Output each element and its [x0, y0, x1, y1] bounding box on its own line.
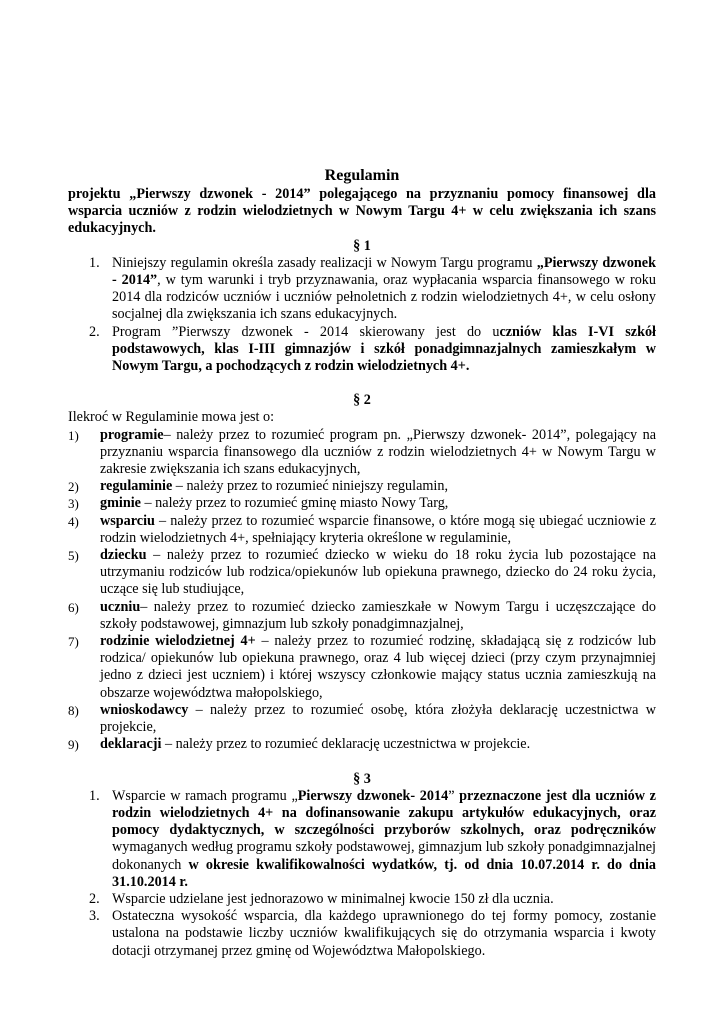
definition-text: – należy przez to rozumieć dziecko zamieszkałe w Nowym Targu i uczęszczające do szkoły podstawowej, gimnazjum lub szkoły ponadgimnazjalnej,	[100, 598, 656, 632]
definition-term: gminie	[100, 495, 141, 512]
definition-term: rodzinie wielodzietnej 4+	[100, 633, 256, 650]
item-number: 6)	[68, 599, 79, 615]
item-number: 2)	[68, 479, 79, 495]
definition-item	[68, 478, 656, 495]
definition-term: uczniu	[100, 598, 141, 615]
definition-text: – należy przez to rozumieć wsparcie finansowe, o które mogą się ubiegać uczniowie z rodzin wielodzietnych 4+, spełniający kryteria określone w regulaminie,	[100, 512, 656, 546]
definition-term: programie	[100, 426, 164, 443]
item-number: 4)	[68, 513, 79, 529]
section-2-intro: Ilekroć w Regulaminie mowa jest o:	[68, 409, 275, 426]
item-number: 5)	[68, 548, 79, 564]
definition-text: – należy przez to rozumieć rodzinę, składającą się z rodziców lub rodzica/ opiekunów lub opiekuna prawnego, oraz 4 lub więcej dzieci (przy czym przynajmniej jedno z dzieci jest uczniem) i której wszyscy członkowie mający status ucznia zamieszkują na obszarze województwa małopolskiego,	[100, 633, 656, 701]
item-text: Niniejszy regulamin określa zasady realizacji w Nowym Targu programu	[112, 254, 537, 271]
item-bold-text: czniów klas I-VI szkół podstawowych, klas I-III gimnazjów i szkół ponadgimnazjalnych zamieszkałym w Nowym Targu, a pochodzących z rodzin wielodzietnych 4+.	[112, 323, 656, 375]
definition-text: – należy przez to rozumieć niniejszy regulamin,	[172, 478, 449, 495]
definition-item	[68, 736, 656, 753]
list-item	[68, 891, 656, 908]
definition-item	[68, 599, 656, 633]
item-number: 1)	[68, 427, 79, 443]
item-text: Program ”Pierwszy dzwonek - 2014 skierowany jest do u	[112, 323, 500, 340]
item-text: Ostateczna wysokość wsparcia, dla każdego uprawnionego do tej formy pomocy, zostanie ustalona na podstawie liczby uczniów kwalifikujących się do otrzymania wsparcia i kwoty dotacji otrzymanej przez gminę od Województwa Małopolskiego.	[112, 908, 656, 959]
item-number: 2.	[89, 890, 100, 907]
item-text: wymaganych według programu szkoły podstawowej, gimnazjum lub szkoły ponadgimnazjalnej dokonanych	[112, 839, 656, 873]
item-number: 7)	[68, 634, 79, 650]
definitions-list	[68, 427, 656, 754]
definition-item	[68, 702, 656, 736]
definition-term: dziecku	[100, 547, 147, 564]
item-number: 3)	[68, 496, 79, 512]
item-bold-text: Pierwszy dzwonek- 2014	[297, 787, 449, 804]
definition-term: wnioskodawcy	[100, 701, 189, 718]
document-body	[68, 166, 656, 960]
section-2-heading: § 2	[353, 392, 371, 409]
item-text: Wsparcie w ramach programu „	[112, 787, 298, 804]
definition-text: – należy przez to rozumieć dziecko w wieku do 18 roku życia lub pozostające na utrzymaniu rodziców lub rodzica/opiekunów lub opiekuna prawnego, dziecko do 24 roku życia, uczące się lub studiujące,	[100, 547, 656, 598]
definition-text: – należy przez to rozumieć osobę, która złożyła deklarację uczestnictwa w projekcie,	[100, 701, 656, 736]
definition-term: wsparciu	[100, 512, 155, 529]
section-1-heading: § 1	[353, 237, 371, 254]
item-bold-text: przeznaczone jest dla uczniów z rodzin wielodzietnych 4+ na dofinansowanie zakupu artykułów edukacyjnych, oraz pomocy dydaktycznych, w szczególności przyborów szkolnych, oraz podręczników	[112, 787, 656, 839]
document-subtitle: projektu „Pierwszy dzwonek - 2014” polegającego na przyznaniu pomocy finansowej dla wsparcia uczniów z rodzin wielodzietnych w Nowym Targu 4+ w celu zwiększania ich szans edukacyjnych.	[68, 186, 656, 237]
item-number: 1.	[89, 787, 100, 804]
document-title: Regulamin	[324, 167, 400, 184]
list-item	[68, 324, 656, 376]
item-number: 9)	[68, 737, 79, 753]
item-text: ”	[448, 787, 460, 804]
item-text: Wsparcie udzielane jest jednorazowo w minimalnej kwocie 150 zł dla ucznia.	[112, 890, 554, 907]
definition-text: – należy przez to rozumieć program pn. „Pierwszy dzwonek- 2014”, polegający na przyznaniu wsparcia finansowego dla uczniów z rodzin wielodzietnych 4+ w Nowym Targu w zakresie zwiększania ich szans edukacyjnych,	[100, 426, 656, 478]
definition-item	[68, 427, 656, 479]
item-bold-text: w okresie kwalifikowalności wydatków, tj. od dnia 10.07.2014 r. do dnia 31.10.2014 r.	[112, 856, 656, 890]
item-text: , w tym warunki i tryb przyznawania, oraz wypłacania wsparcia finansowego w roku 2014 dla rodziców uczniów i uczniów pełnoletnich z rodzin wielodzietnych 4+, w celu osłony socjalnej dla zwiększania ich szans edukacyjnych.	[112, 272, 656, 323]
item-number: 1.	[89, 254, 100, 271]
item-bold-text: „Pierwszy dzwonek - 2014”	[112, 254, 656, 289]
list-item	[68, 788, 656, 891]
definition-item	[68, 495, 656, 512]
item-number: 8)	[68, 702, 79, 718]
section-3-heading: § 3	[353, 770, 371, 787]
definition-item	[68, 633, 656, 702]
definition-text: – należy przez to rozumieć deklarację uczestnictwa w projekcie.	[161, 736, 531, 753]
item-number: 2.	[89, 323, 100, 340]
definition-term: deklaracji	[100, 736, 162, 753]
list-item	[68, 908, 656, 960]
definition-text: – należy przez to rozumieć gminę miasto Nowy Targ,	[140, 495, 449, 512]
item-number: 3.	[89, 908, 100, 925]
definition-term: regulaminie	[100, 478, 173, 495]
section-1-list	[68, 255, 656, 375]
list-item	[68, 255, 656, 324]
section-3-list	[68, 788, 656, 960]
definition-item	[68, 513, 656, 547]
definition-item	[68, 547, 656, 599]
